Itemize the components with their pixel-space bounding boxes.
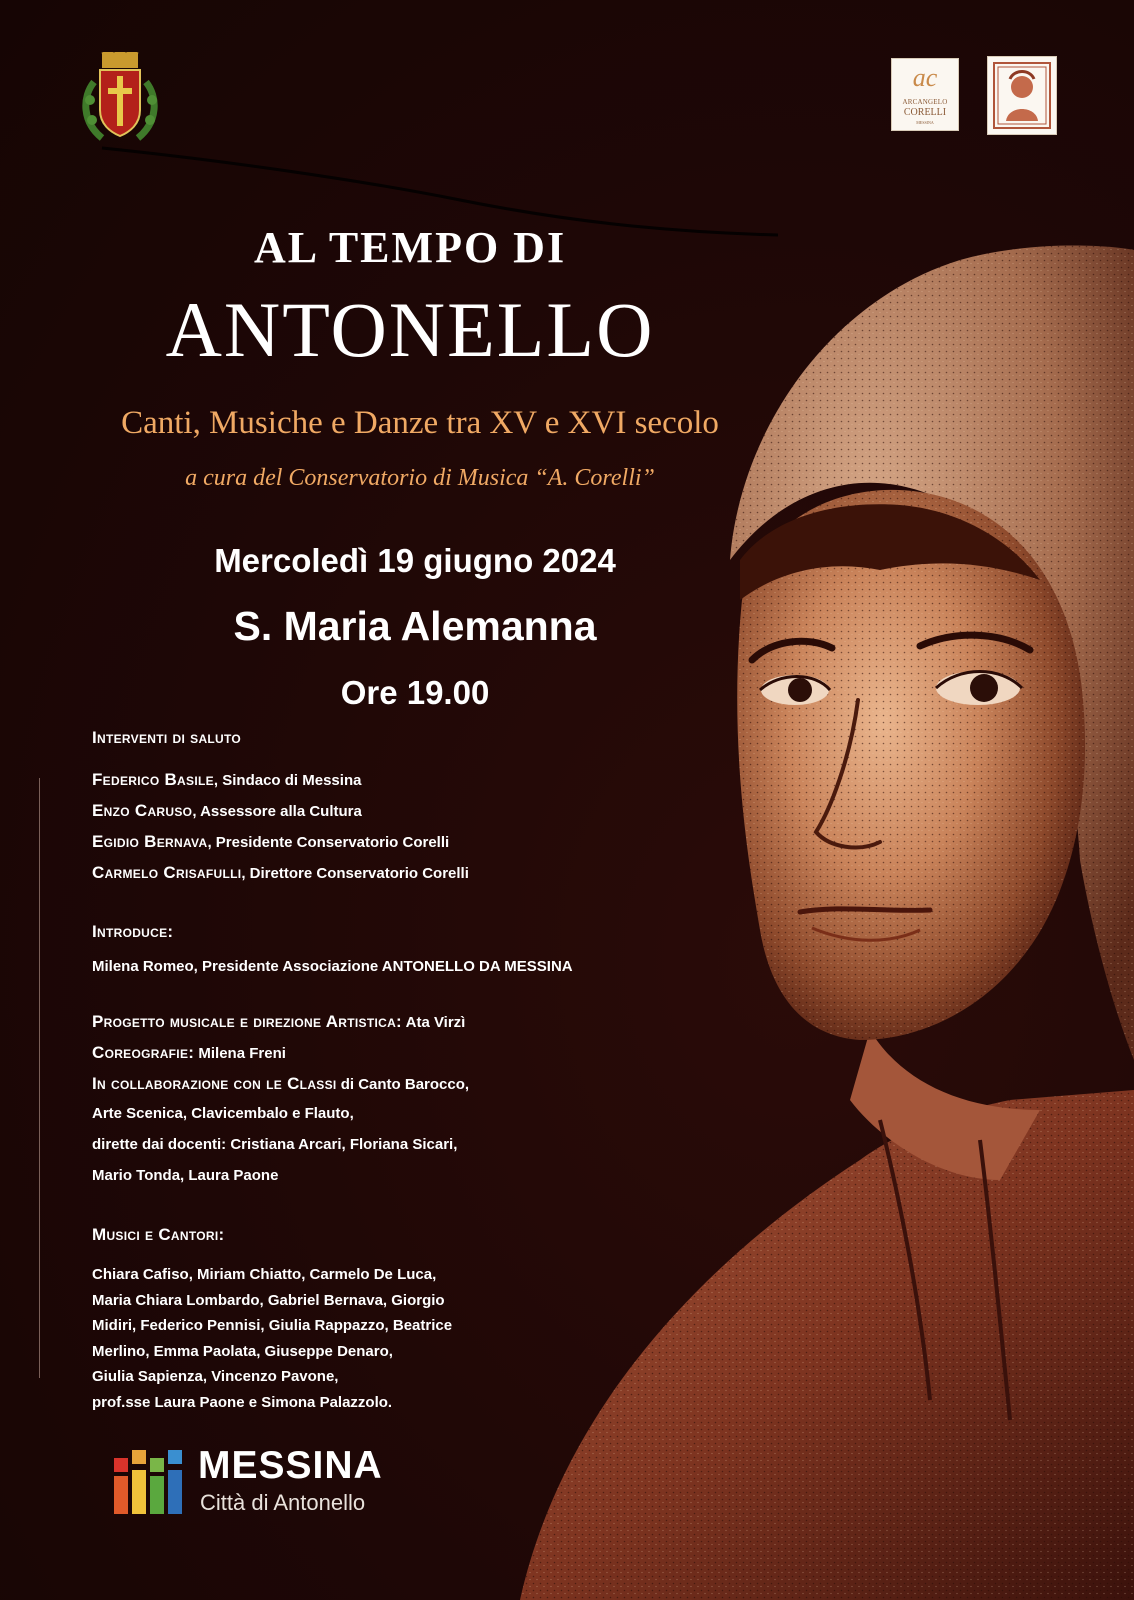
conservatorio-corelli-logo — [891, 58, 959, 131]
event-venue: S. Maria Alemanna — [233, 603, 597, 649]
city-crest-icon — [80, 52, 162, 148]
musicians-line: Merlino, Emma Paolata, Giuseppe Denaro, — [92, 1343, 393, 1360]
musicians-line: prof.sse Laura Paone e Simona Palazzolo. — [92, 1394, 393, 1411]
event-time: Ore 19.00 — [340, 674, 490, 711]
subtitle: Canti, Musiche e Danze tra XV e XVI secolo — [121, 405, 719, 441]
choreography-label: Coreografie: — [92, 1043, 195, 1062]
greeting-role: , Direttore Conservatorio Corelli — [241, 865, 469, 882]
collaboration-line: Arte Scenica, Clavicembalo e Flauto, — [92, 1105, 354, 1122]
title-line-1: AL TEMPO DI — [253, 223, 567, 272]
corelli-logo-line2: CORELLI — [903, 107, 947, 118]
greeting-row — [92, 770, 361, 791]
curator-line: a cura del Conservatorio di Musica “A. Corelli” — [185, 465, 655, 491]
greeting-name: Federico Basile — [92, 770, 214, 789]
musicians-line: Maria Chiara Lombardo, Gabriel Bernava, Giorgio — [92, 1292, 445, 1309]
greeting-row — [92, 801, 362, 822]
musicians-line: Midiri, Federico Pennisi, Giulia Rappazzo, Beatrice — [92, 1317, 453, 1334]
association-seal-logo — [987, 56, 1057, 135]
choreography-row — [92, 1043, 286, 1064]
collaboration-value: di Canto Barocco, — [336, 1076, 470, 1093]
project-value: Ata Virzì — [402, 1014, 466, 1031]
greeting-role: , Sindaco di Messina — [213, 772, 362, 789]
corelli-logo-mark: ac — [912, 63, 938, 92]
city-logo-tagline: Città di Antonello — [200, 1490, 366, 1515]
greeting-name: Enzo Caruso — [92, 801, 193, 820]
choreography-value: Milena Freni — [194, 1045, 286, 1062]
corelli-logo-line1: ARCANGELO — [902, 98, 948, 106]
greeting-role: , Presidente Conservatorio Corelli — [207, 834, 450, 851]
collaboration-row — [92, 1074, 469, 1095]
musicians-heading: Musici e Cantori: — [92, 1225, 225, 1244]
corelli-logo-line3: MESSINA — [916, 120, 934, 125]
collaboration-line: dirette dai docenti: Cristiana Arcari, Floriana Sicari, — [92, 1136, 458, 1153]
city-logo-icon — [112, 1448, 184, 1516]
title-line-2: ANTONELLO — [165, 286, 655, 373]
greeting-name: Egidio Bernava — [92, 832, 208, 851]
seal-portrait-icon — [988, 57, 1056, 134]
event-date: Mercoledì 19 giugno 2024 — [214, 542, 616, 579]
greeting-name: Carmelo Crisafulli — [92, 863, 242, 882]
intro-heading: Introduce: — [92, 922, 174, 941]
messina-city-logo — [112, 1444, 432, 1518]
greeting-row — [92, 832, 449, 853]
project-row — [92, 1012, 465, 1033]
musicians-line: Chiara Cafiso, Miriam Chiatto, Carmelo De Luca, — [92, 1266, 437, 1283]
musicians-line: Giulia Sapienza, Vincenzo Pavone, — [92, 1368, 339, 1385]
collaboration-line: Mario Tonda, Laura Paone — [92, 1167, 279, 1184]
intro-text: Milena Romeo, Presidente Associazione ANTONELLO DA MESSINA — [92, 958, 573, 975]
greetings-heading: Interventi di saluto — [92, 728, 242, 747]
greeting-row — [92, 863, 469, 884]
city-logo-name: MESSINA — [198, 1444, 383, 1487]
left-divider-line — [39, 778, 40, 1378]
project-label: Progetto musicale e direzione Artistica: — [92, 1012, 402, 1031]
collaboration-label: In collaborazione con le Classi — [92, 1074, 337, 1093]
greeting-role: , Assessore alla Cultura — [192, 803, 362, 820]
